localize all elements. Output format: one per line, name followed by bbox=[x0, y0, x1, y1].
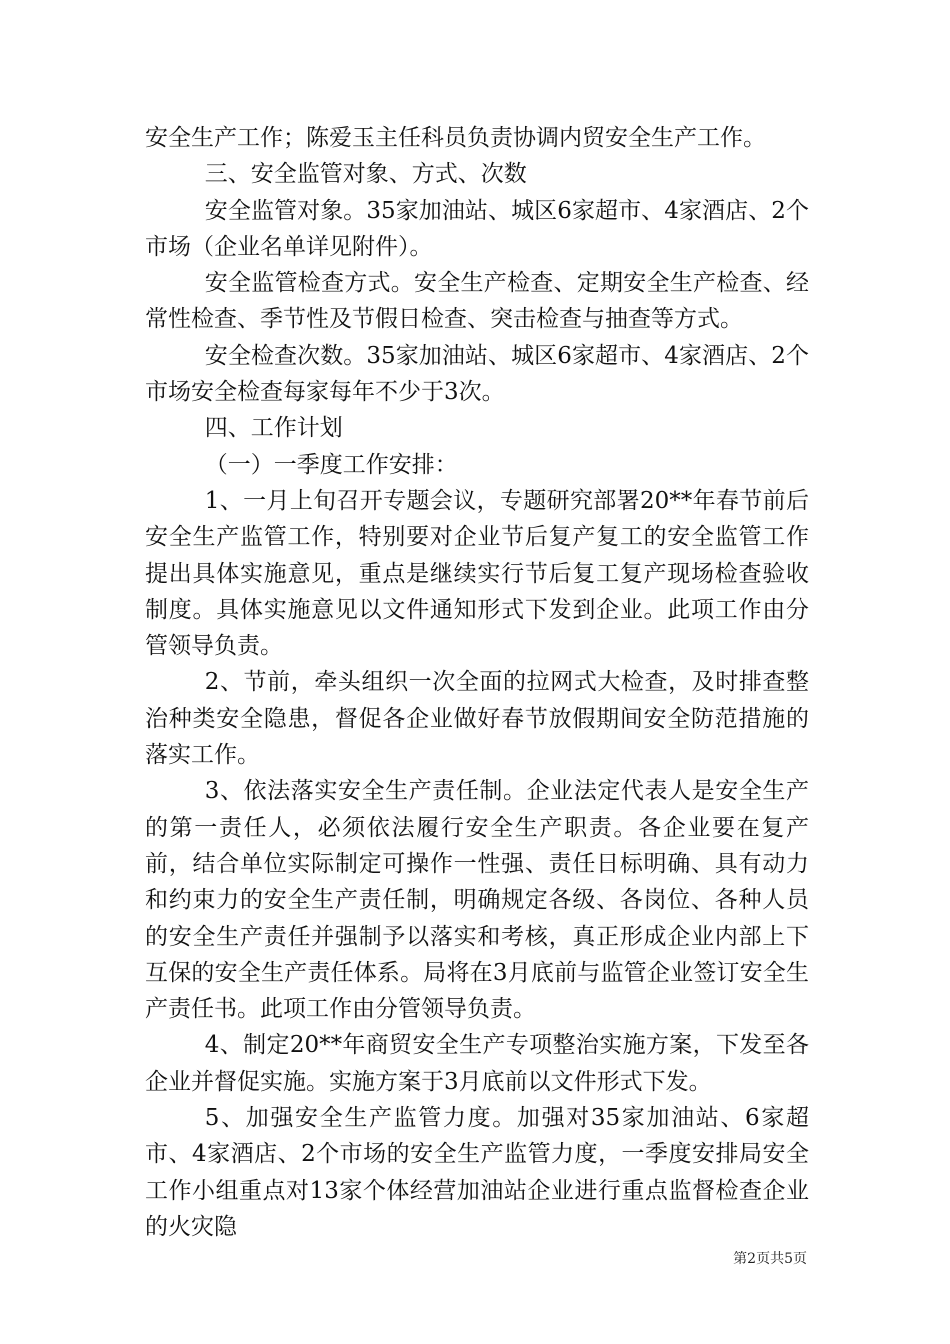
paragraph-continuation: 安全生产工作；陈爱玉主任科员负责协调内贸安全生产工作。 bbox=[145, 125, 766, 151]
page-number-footer: 第2页共5页 bbox=[733, 1251, 807, 1267]
section-heading-3: 三、安全监管对象、方式、次数 bbox=[204, 161, 527, 188]
subsection-heading-q1: （一）一季度工作安排： bbox=[204, 451, 458, 478]
paragraph-item-3: 3、依法落实安全生产责任制。企业法定代表人是安全生产的第一责任人，必须依法履行安全生产职责。各企业要在复产前，结合单位实际制定可操作一性强、责任日标明确、具有动力和约束力的安全生产责任制，明确规定各级、各岗位、各种人员的安全生产责任并强制予以落实和考核，真正形成企业内部上下互保的安全生产责任体系。局将在3月底前与监管企业签订安全生产责任书。此项工作由分管领导负责。 bbox=[145, 778, 809, 1023]
paragraph-inspection-methods: 安全监管检查方式。安全生产检查、定期安全生产检查、经常性检查、季节性及节假日检查、突击检查与抽查等方式。 bbox=[145, 270, 809, 333]
document-body bbox=[145, 120, 809, 1245]
paragraph-item-4: 4、制定20**年商贸安全生产专项整治实施方案，下发至各企业并督促实施。实施方案于3月底前以文件形式下发。 bbox=[145, 1032, 809, 1095]
paragraph-inspection-frequency: 安全检查次数。35家加油站、城区6家超市、4家酒店、2个市场安全检查每家每年不少于3次。 bbox=[145, 342, 809, 406]
paragraph-supervision-targets: 安全监管对象。35家加油站、城区6家超市、4家酒店、2个市场（企业名单详见附件）。 bbox=[145, 197, 809, 260]
paragraph-item-1: 1、一月上旬召开专题会议，专题研究部署20**年春节前后安全生产监管工作，特别要对企业节后复产复工的安全监管工作提出具体实施意见，重点是继续实行节后复工复产现场检查验收制度。具体实施意见以文件通知形式下发到企业。此项工作由分管领导负责。 bbox=[145, 487, 809, 660]
section-heading-4: 四、工作计划 bbox=[204, 415, 343, 442]
paragraph-item-2: 2、节前，牵头组织一次全面的拉网式大检查，及时排查整治种类安全隐患，督促各企业做好春节放假期间安全防范措施的落实工作。 bbox=[145, 669, 809, 769]
paragraph-item-5: 5、加强安全生产监管力度。加强对35家加油站、6家超市、4家酒店、2个市场的安全生产监管力度，一季度安排局安全工作小组重点对13家个体经营加油站企业进行重点监督检查企业的火灾隐 bbox=[145, 1105, 809, 1240]
